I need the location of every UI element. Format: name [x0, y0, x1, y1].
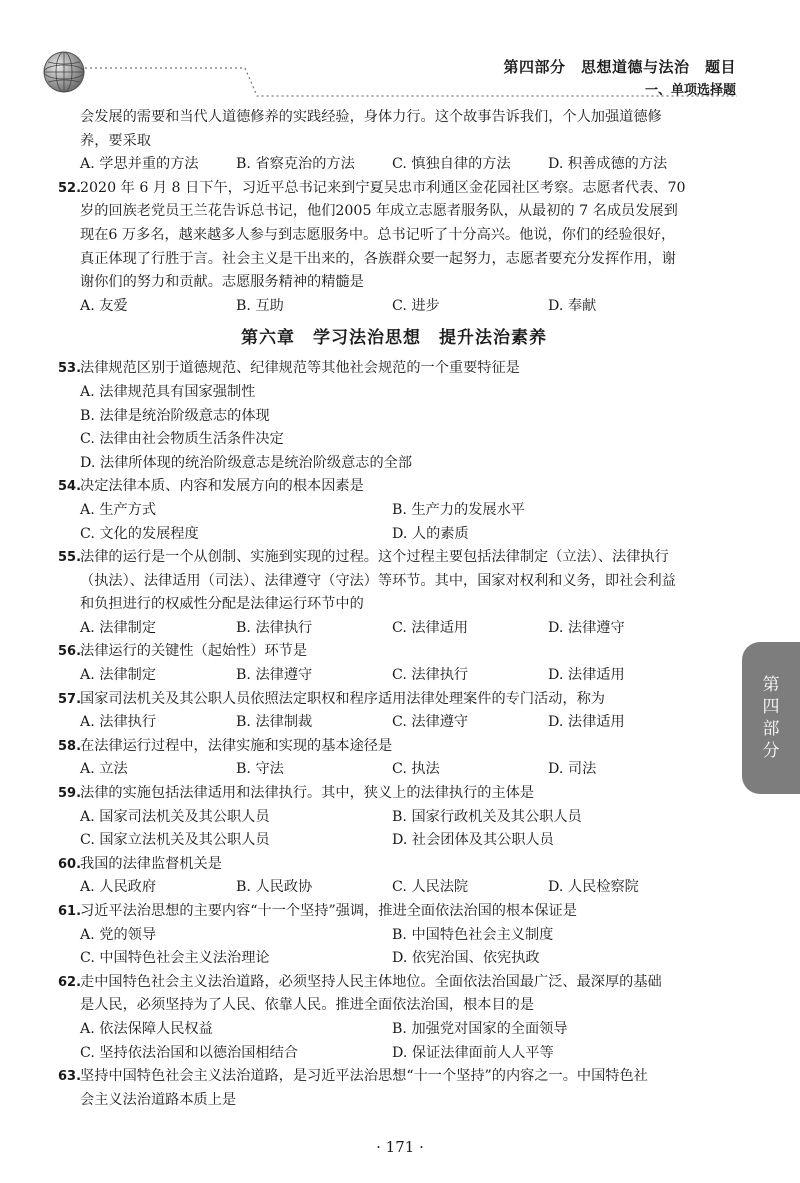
options-row	[58, 924, 730, 948]
options-row	[58, 806, 730, 830]
question-number: 54.	[58, 479, 82, 495]
question-52	[58, 177, 730, 201]
option-a: A. 法律制定	[80, 667, 157, 684]
option-c: C. 慎独自律的方法	[392, 156, 511, 173]
options-row	[58, 295, 730, 319]
options-row	[58, 947, 730, 971]
option-b: B. 加强党对国家的全面领导	[392, 1020, 568, 1037]
option-d: D. 奉献	[548, 297, 597, 314]
question-text: 走中国特色社会主义法治道路，必须坚持人民主体地位。全面依法治国最广泛、最深厚的基础	[80, 973, 662, 990]
option-b: B. 省察克治的方法	[236, 156, 355, 173]
globe-logo-icon	[42, 50, 86, 94]
option-b: B. 中国特色社会主义制度	[392, 926, 554, 943]
question-55	[58, 546, 730, 570]
option-a: A. 友爱	[80, 297, 128, 314]
question-text: 我国的法律监督机关是	[80, 855, 222, 872]
chapter-title: 第六章 学习法治思想 提升法治素养	[241, 328, 547, 349]
question-59	[58, 782, 730, 806]
option-d: D. 法律适用	[548, 714, 625, 731]
option-d: D. 法律适用	[548, 667, 625, 684]
option-a: A. 立法	[80, 761, 128, 778]
question-text: 法律的运行是一个从创制、实施到实现的过程。这个过程主要包括法律制定（立法）、法律执行	[80, 549, 669, 566]
option-a: A. 依法保障人民权益	[80, 1020, 213, 1037]
question-number: 57.	[58, 691, 82, 707]
question-60	[58, 853, 730, 877]
page-number: · 171 ·	[376, 1138, 424, 1156]
option-c: C. 法律执行	[392, 667, 469, 684]
option-b: B. 人民政协	[236, 879, 313, 896]
option-b: B. 国家行政机关及其公职人员	[392, 808, 582, 825]
option-b: B. 互助	[236, 297, 284, 314]
option-b: B. 守法	[236, 761, 284, 778]
option-a: A. 党的领导	[80, 926, 157, 943]
option-c: C. 执法	[392, 761, 440, 778]
option-b: B. 法律制裁	[236, 714, 313, 731]
side-tab-char: 分	[762, 741, 780, 761]
options-row	[58, 617, 730, 641]
text-line: 和负担进行的权威性分配是法律运行环节中的	[80, 596, 364, 613]
option-d: D. 积善成德的方法	[548, 156, 668, 173]
option-d: D. 司法	[548, 761, 597, 778]
question-text: 2020 年 6 月 8 日下午，习近平总书记来到宁夏吴忠市利通区金花园社区考察。志愿者代表、70	[80, 179, 686, 196]
option-d: D. 法律所体现的统治阶级意志是统治阶级意志的全部	[80, 454, 413, 471]
options-row	[58, 664, 730, 688]
option-c: C. 进步	[392, 297, 440, 314]
question-number: 60.	[58, 856, 82, 872]
question-62	[58, 971, 730, 995]
side-tab-char: 部	[762, 719, 780, 739]
question-text: 决定法律本质、内容和发展方向的根本因素是	[80, 478, 364, 495]
question-number: 59.	[58, 786, 82, 802]
text-line: 会主义法治道路本质上是	[80, 1091, 237, 1108]
option-c: C. 法律由社会物质生活条件决定	[80, 431, 284, 448]
question-number: 56.	[58, 644, 82, 660]
option-c: C. 中国特色社会主义法治理论	[80, 950, 270, 967]
option-c: C. 法律遵守	[392, 714, 469, 731]
section-side-tab	[742, 642, 800, 794]
text-line: 是人民，必须坚持为了人民、依靠人民。推进全面依法治国，根本目的是	[80, 997, 535, 1014]
question-number: 63.	[58, 1069, 82, 1085]
question-number: 61.	[58, 904, 82, 919]
question-63	[58, 1065, 730, 1089]
text-line: 谢你们的努力和贡献。志愿服务精神的精髓是	[80, 274, 364, 291]
options-row	[58, 711, 730, 735]
header-title: 第四部分 思想道德与法治 题目	[503, 58, 736, 76]
question-text: 在法律运行过程中，法律实施和实现的基本途径是	[80, 737, 393, 754]
options-row	[58, 876, 730, 900]
question-54	[58, 475, 730, 499]
text-line: 真正体现了行胜于言。社会主义是干出来的，各族群众要一起努力，志愿者要充分发挥作用，谢	[80, 250, 676, 267]
option-b: B. 法律是统治阶级意志的体现	[80, 407, 270, 424]
option-a: A. 国家司法机关及其公职人员	[80, 808, 270, 825]
question-text: 法律的实施包括法律适用和法律执行。其中，狭义上的法律执行的主体是	[80, 785, 535, 802]
option-d: D. 人民检察院	[548, 879, 639, 896]
question-number: 55.	[58, 550, 82, 566]
option-c: C. 国家立法机关及其公职人员	[80, 832, 270, 849]
options-row	[58, 153, 730, 177]
question-text: 坚持中国特色社会主义法治道路，是习近平法治思想“十一个坚持”的内容之一。中国特色社	[80, 1068, 648, 1085]
text-line: 养，要采取	[80, 132, 151, 149]
question-61	[58, 900, 730, 924]
option-d: D. 法律遵守	[548, 619, 625, 636]
text-line: 岁的回族老党员王兰花告诉总书记，他们2005 年成立志愿者服务队，从最初的 7 名成员发展到	[80, 203, 678, 220]
side-tab-char: 四	[762, 697, 780, 717]
option-c: C. 法律适用	[392, 619, 469, 636]
option-a: A. 学思并重的方法	[80, 156, 199, 173]
text-line: （执法）、法律适用（司法）、法律遵守（守法）等环节。其中，国家对权利和义务，即社会利益	[80, 572, 676, 589]
question-number: 62.	[58, 974, 82, 990]
option-a: A. 人民政府	[80, 879, 157, 896]
options-row	[58, 829, 730, 853]
option-d: D. 社会团体及其公职人员	[392, 832, 554, 849]
question-57	[58, 688, 730, 712]
option-a: A. 法律执行	[80, 714, 157, 731]
options-row	[58, 499, 730, 523]
question-number: 53.	[58, 361, 82, 377]
option-d: D. 依宪治国、依宪执政	[392, 950, 540, 967]
option-a: A. 法律规范具有国家强制性	[80, 383, 256, 400]
question-number: 58.	[58, 738, 82, 754]
options-row	[58, 1018, 730, 1042]
options-row	[58, 523, 730, 547]
question-56	[58, 640, 730, 664]
text-line: 现在6 万多名，越来越多人参与到志愿服务中。总书记听了十分高兴。他说，你们的经验很好，	[80, 226, 676, 243]
option-b: B. 法律执行	[236, 619, 313, 636]
option-a: A. 生产方式	[80, 501, 157, 518]
side-tab-char: 第	[762, 675, 780, 695]
question-53	[58, 357, 730, 381]
option-c: C. 人民法院	[392, 879, 469, 896]
question-text: 法律运行的关键性（起始性）环节是	[80, 643, 308, 660]
question-58	[58, 735, 730, 759]
question-text: 习近平法治思想的主要内容“十一个坚持”强调，推进全面依法治国的根本保证是	[80, 903, 577, 919]
page-content	[58, 106, 730, 1112]
question-text: 法律规范区别于道德规范、纪律规范等其他社会规范的一个重要特征是	[80, 360, 520, 377]
option-d: D. 人的素质	[392, 525, 469, 542]
header-subtitle: 一、单项选择题	[644, 83, 736, 98]
option-b: B. 生产力的发展水平	[392, 501, 525, 518]
option-b: B. 法律遵守	[236, 667, 313, 684]
page-header	[503, 56, 736, 98]
question-number: 52.	[58, 180, 82, 196]
options-row	[58, 758, 730, 782]
option-c: C. 坚持依法治国和以德治国相结合	[80, 1044, 298, 1061]
option-c: C. 文化的发展程度	[80, 525, 199, 542]
question-text: 国家司法机关及其公职人员依照法定职权和程序适用法律处理案件的专门活动，称为	[80, 690, 605, 707]
text-line: 会发展的需要和当代人道德修养的实践经验，身体力行。这个故事告诉我们，个人加强道德修	[80, 109, 662, 125]
option-d: D. 保证法律面前人人平等	[392, 1044, 554, 1061]
options-row	[58, 1042, 730, 1066]
option-a: A. 法律制定	[80, 619, 157, 636]
